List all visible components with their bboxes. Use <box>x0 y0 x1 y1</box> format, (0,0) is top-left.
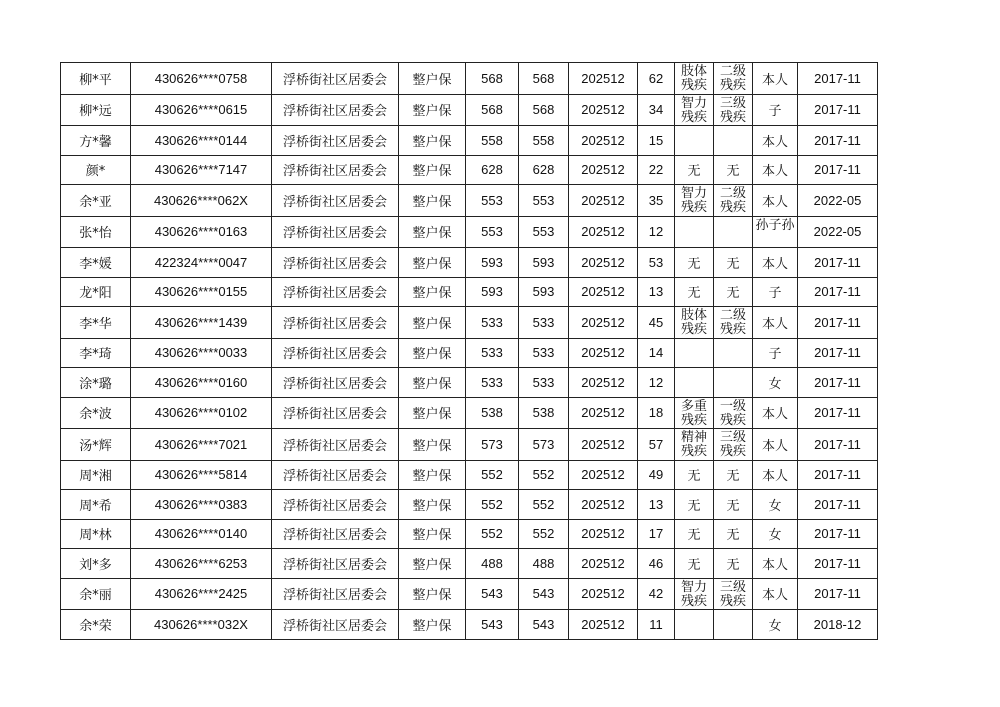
amount-cell: 552 <box>519 519 569 549</box>
cell-text-line: 残疾 <box>719 444 746 459</box>
assistance-type-cell: 整户保 <box>399 549 466 579</box>
period-cell: 202512 <box>569 578 638 610</box>
start-date-cell: 2017-11 <box>798 490 878 520</box>
table-row <box>61 94 878 126</box>
cell-text-line: 精神 <box>680 430 707 445</box>
cell-text-line: 肢体 <box>680 64 707 79</box>
age-cell: 12 <box>638 216 675 248</box>
id-number-cell: 430626****0383 <box>131 490 272 520</box>
amount-cell: 553 <box>466 216 519 248</box>
assistance-type-cell: 整户保 <box>399 578 466 610</box>
community-cell: 浮桥街社区居委会 <box>272 578 399 610</box>
start-date-cell: 2017-11 <box>798 368 878 398</box>
disability-level-cell <box>714 368 753 398</box>
cell-text-line: 肢体 <box>680 308 707 323</box>
table-row <box>61 549 878 579</box>
start-date-cell: 2017-11 <box>798 94 878 126</box>
cell-text-line: 无 <box>726 469 740 485</box>
assistance-type-cell: 整户保 <box>399 126 466 156</box>
cell-text-line: 残疾 <box>719 200 746 215</box>
community-cell: 浮桥街社区居委会 <box>272 216 399 248</box>
age-cell: 13 <box>638 490 675 520</box>
cell-text-line: 二级 <box>719 308 746 323</box>
cell-text-line: 无 <box>687 286 701 302</box>
amount-cell: 533 <box>466 338 519 368</box>
age-cell: 46 <box>638 549 675 579</box>
assistance-type-cell: 整户保 <box>399 63 466 95</box>
community-cell: 浮桥街社区居委会 <box>272 610 399 640</box>
disability-type-cell <box>675 63 714 95</box>
disability-level-cell <box>714 519 753 549</box>
cell-text-line: 二级 <box>719 64 746 79</box>
cell-text-line: 残疾 <box>680 78 707 93</box>
start-date-cell: 2017-11 <box>798 578 878 610</box>
cell-text-line: 残疾 <box>719 412 746 428</box>
person-name-cell: 余*波 <box>61 397 131 429</box>
community-cell: 浮桥街社区居委会 <box>272 307 399 339</box>
cell-text-line: 无 <box>687 164 701 180</box>
age-cell: 42 <box>638 578 675 610</box>
amount-cell: 558 <box>519 126 569 156</box>
start-date-cell: 2017-11 <box>798 63 878 95</box>
relation-cell: 本人 <box>753 307 798 339</box>
period-cell: 202512 <box>569 307 638 339</box>
amount-cell: 568 <box>466 63 519 95</box>
table-row <box>61 126 878 156</box>
period-cell: 202512 <box>569 277 638 307</box>
cell-text-line: 无 <box>726 286 740 302</box>
amount-cell: 538 <box>519 397 569 429</box>
start-date-cell: 2017-11 <box>798 549 878 579</box>
disability-type-cell <box>675 460 714 490</box>
disability-type-cell <box>675 549 714 579</box>
relation-cell: 本人 <box>753 460 798 490</box>
relation-cell: 子 <box>753 277 798 307</box>
disability-level-cell <box>714 460 753 490</box>
amount-cell: 553 <box>519 216 569 248</box>
community-cell: 浮桥街社区居委会 <box>272 248 399 278</box>
assistance-type-cell: 整户保 <box>399 155 466 185</box>
disability-type-cell <box>675 94 714 126</box>
id-number-cell: 430626****0758 <box>131 63 272 95</box>
cell-text-line: 残疾 <box>719 593 746 609</box>
disability-level-cell <box>714 248 753 278</box>
id-number-cell: 430626****0140 <box>131 519 272 549</box>
assistance-type-cell: 整户保 <box>399 519 466 549</box>
relation-cell: 本人 <box>753 185 798 217</box>
cell-text-line: 残疾 <box>680 412 707 428</box>
community-cell: 浮桥街社区居委会 <box>272 519 399 549</box>
cell-text-line: 残疾 <box>719 109 746 125</box>
disability-type-cell <box>675 277 714 307</box>
period-cell: 202512 <box>569 185 638 217</box>
start-date-cell: 2017-11 <box>798 126 878 156</box>
person-name-cell: 涂*璐 <box>61 368 131 398</box>
relation-cell: 本人 <box>753 429 798 461</box>
assistance-type-cell: 整户保 <box>399 397 466 429</box>
cell-text-line: 残疾 <box>680 444 707 459</box>
amount-cell: 628 <box>466 155 519 185</box>
amount-cell: 553 <box>519 185 569 217</box>
id-number-cell: 430626****5814 <box>131 460 272 490</box>
community-cell: 浮桥街社区居委会 <box>272 429 399 461</box>
amount-cell: 533 <box>466 307 519 339</box>
disability-type-cell <box>675 397 714 429</box>
amount-cell: 533 <box>519 307 569 339</box>
amount-cell: 488 <box>519 549 569 579</box>
age-cell: 53 <box>638 248 675 278</box>
person-name-cell: 柳*平 <box>61 63 131 95</box>
period-cell: 202512 <box>569 610 638 640</box>
cell-text-line: 多重 <box>680 398 707 414</box>
person-name-cell: 柳*远 <box>61 94 131 126</box>
person-name-cell: 余*荣 <box>61 610 131 640</box>
community-cell: 浮桥街社区居委会 <box>272 549 399 579</box>
id-number-cell: 430626****032X <box>131 610 272 640</box>
start-date-cell: 2017-11 <box>798 519 878 549</box>
table-row <box>61 338 878 368</box>
period-cell: 202512 <box>569 429 638 461</box>
person-name-cell: 周*湘 <box>61 460 131 490</box>
cell-text-line: 二级 <box>719 186 746 201</box>
cell-text-line: 残疾 <box>719 78 746 93</box>
community-cell: 浮桥街社区居委会 <box>272 460 399 490</box>
disability-level-cell <box>714 578 753 610</box>
community-cell: 浮桥街社区居委会 <box>272 63 399 95</box>
assistance-type-cell: 整户保 <box>399 490 466 520</box>
period-cell: 202512 <box>569 397 638 429</box>
start-date-cell: 2017-11 <box>798 155 878 185</box>
person-name-cell: 李*琦 <box>61 338 131 368</box>
table-row <box>61 368 878 398</box>
age-cell: 17 <box>638 519 675 549</box>
community-cell: 浮桥街社区居委会 <box>272 490 399 520</box>
age-cell: 49 <box>638 460 675 490</box>
id-number-cell: 430626****0033 <box>131 338 272 368</box>
age-cell: 18 <box>638 397 675 429</box>
cell-text-line: 残疾 <box>680 200 707 215</box>
disability-level-cell <box>714 307 753 339</box>
amount-cell: 593 <box>466 248 519 278</box>
cell-text-line: 三级 <box>719 579 746 595</box>
id-number-cell: 430626****0160 <box>131 368 272 398</box>
assistance-type-cell: 整户保 <box>399 307 466 339</box>
amount-cell: 538 <box>466 397 519 429</box>
community-cell: 浮桥街社区居委会 <box>272 338 399 368</box>
disability-type-cell <box>675 155 714 185</box>
period-cell: 202512 <box>569 94 638 126</box>
table-row <box>61 63 878 95</box>
assistance-type-cell: 整户保 <box>399 94 466 126</box>
assistance-type-cell: 整户保 <box>399 460 466 490</box>
age-cell: 35 <box>638 185 675 217</box>
cell-text-line: 无 <box>687 528 701 544</box>
disability-level-cell <box>714 490 753 520</box>
disability-type-cell <box>675 248 714 278</box>
relation-cell: 本人 <box>753 126 798 156</box>
person-name-cell: 李*媛 <box>61 248 131 278</box>
start-date-cell: 2017-11 <box>798 397 878 429</box>
person-name-cell: 余*亚 <box>61 185 131 217</box>
amount-cell: 552 <box>466 460 519 490</box>
disability-type-cell <box>675 490 714 520</box>
period-cell: 202512 <box>569 549 638 579</box>
disability-level-cell <box>714 429 753 461</box>
cell-text-line: 无 <box>687 557 701 573</box>
period-cell: 202512 <box>569 338 638 368</box>
disability-level-cell <box>714 549 753 579</box>
community-cell: 浮桥街社区居委会 <box>272 277 399 307</box>
start-date-cell: 2022-05 <box>798 185 878 217</box>
community-cell: 浮桥街社区居委会 <box>272 185 399 217</box>
cell-text-line: 无 <box>726 528 740 544</box>
amount-cell: 573 <box>466 429 519 461</box>
assistance-roster-table <box>60 62 878 640</box>
age-cell: 22 <box>638 155 675 185</box>
person-name-cell: 张*怡 <box>61 216 131 248</box>
disability-level-cell <box>714 155 753 185</box>
relation-cell: 本人 <box>753 155 798 185</box>
table-row <box>61 429 878 461</box>
cell-text-line: 无 <box>687 256 701 272</box>
person-name-cell: 余*丽 <box>61 578 131 610</box>
cell-text-line: 残疾 <box>680 593 707 609</box>
person-name-cell: 李*华 <box>61 307 131 339</box>
amount-cell: 593 <box>519 248 569 278</box>
disability-type-cell <box>675 429 714 461</box>
community-cell: 浮桥街社区居委会 <box>272 155 399 185</box>
amount-cell: 488 <box>466 549 519 579</box>
period-cell: 202512 <box>569 460 638 490</box>
relation-cell: 孙子孙 <box>753 216 798 248</box>
relation-cell: 本人 <box>753 397 798 429</box>
age-cell: 14 <box>638 338 675 368</box>
table-row <box>61 216 878 248</box>
person-name-cell: 龙*阳 <box>61 277 131 307</box>
start-date-cell: 2022-05 <box>798 216 878 248</box>
period-cell: 202512 <box>569 490 638 520</box>
period-cell: 202512 <box>569 216 638 248</box>
disability-type-cell <box>675 578 714 610</box>
cell-text-line: 残疾 <box>719 322 746 337</box>
amount-cell: 552 <box>466 519 519 549</box>
start-date-cell: 2017-11 <box>798 248 878 278</box>
table-row <box>61 578 878 610</box>
roster-body <box>61 63 878 640</box>
amount-cell: 568 <box>519 63 569 95</box>
start-date-cell: 2018-12 <box>798 610 878 640</box>
age-cell: 11 <box>638 610 675 640</box>
assistance-type-cell: 整户保 <box>399 216 466 248</box>
cell-text-line: 残疾 <box>680 109 707 125</box>
table-row <box>61 185 878 217</box>
id-number-cell: 430626****0155 <box>131 277 272 307</box>
id-number-cell: 430626****6253 <box>131 549 272 579</box>
age-cell: 15 <box>638 126 675 156</box>
age-cell: 45 <box>638 307 675 339</box>
disability-level-cell <box>714 185 753 217</box>
start-date-cell: 2017-11 <box>798 429 878 461</box>
age-cell: 12 <box>638 368 675 398</box>
disability-type-cell <box>675 307 714 339</box>
cell-text-line: 无 <box>726 557 740 573</box>
table-row <box>61 490 878 520</box>
relation-cell: 本人 <box>753 63 798 95</box>
disability-type-cell <box>675 519 714 549</box>
amount-cell: 573 <box>519 429 569 461</box>
table-row <box>61 248 878 278</box>
disability-level-cell <box>714 94 753 126</box>
community-cell: 浮桥街社区居委会 <box>272 126 399 156</box>
amount-cell: 628 <box>519 155 569 185</box>
relation-cell: 本人 <box>753 549 798 579</box>
cell-text-line: 三级 <box>719 95 746 111</box>
id-number-cell: 422324****0047 <box>131 248 272 278</box>
relation-cell: 子 <box>753 338 798 368</box>
age-cell: 57 <box>638 429 675 461</box>
table-row <box>61 277 878 307</box>
amount-cell: 543 <box>466 610 519 640</box>
disability-level-cell <box>714 277 753 307</box>
id-number-cell: 430626****0163 <box>131 216 272 248</box>
relation-cell: 女 <box>753 519 798 549</box>
person-name-cell: 颜* <box>61 155 131 185</box>
amount-cell: 543 <box>519 610 569 640</box>
community-cell: 浮桥街社区居委会 <box>272 397 399 429</box>
amount-cell: 568 <box>519 94 569 126</box>
disability-level-cell <box>714 63 753 95</box>
relation-cell: 本人 <box>753 578 798 610</box>
amount-cell: 533 <box>519 338 569 368</box>
table-row <box>61 460 878 490</box>
amount-cell: 543 <box>466 578 519 610</box>
amount-cell: 593 <box>466 277 519 307</box>
table-row <box>61 307 878 339</box>
relation-cell: 女 <box>753 368 798 398</box>
assistance-type-cell: 整户保 <box>399 248 466 278</box>
id-number-cell: 430626****7021 <box>131 429 272 461</box>
disability-type-cell <box>675 338 714 368</box>
assistance-type-cell: 整户保 <box>399 185 466 217</box>
cell-text-line: 无 <box>726 498 740 514</box>
amount-cell: 543 <box>519 578 569 610</box>
table-row <box>61 519 878 549</box>
cell-text-line: 三级 <box>719 430 746 445</box>
person-name-cell: 周*希 <box>61 490 131 520</box>
cell-text-line: 残疾 <box>680 322 707 337</box>
assistance-type-cell: 整户保 <box>399 429 466 461</box>
disability-level-cell <box>714 216 753 248</box>
period-cell: 202512 <box>569 248 638 278</box>
person-name-cell: 汤*辉 <box>61 429 131 461</box>
assistance-type-cell: 整户保 <box>399 368 466 398</box>
person-name-cell: 刘*多 <box>61 549 131 579</box>
amount-cell: 552 <box>519 460 569 490</box>
period-cell: 202512 <box>569 368 638 398</box>
cell-text-line: 智力 <box>680 579 707 595</box>
id-number-cell: 430626****0615 <box>131 94 272 126</box>
id-number-cell: 430626****1439 <box>131 307 272 339</box>
amount-cell: 533 <box>519 368 569 398</box>
assistance-type-cell: 整户保 <box>399 610 466 640</box>
id-number-cell: 430626****062X <box>131 185 272 217</box>
community-cell: 浮桥街社区居委会 <box>272 368 399 398</box>
id-number-cell: 430626****2425 <box>131 578 272 610</box>
start-date-cell: 2017-11 <box>798 277 878 307</box>
cell-text-line: 智力 <box>680 186 707 201</box>
disability-level-cell <box>714 610 753 640</box>
start-date-cell: 2017-11 <box>798 460 878 490</box>
assistance-type-cell: 整户保 <box>399 338 466 368</box>
amount-cell: 568 <box>466 94 519 126</box>
start-date-cell: 2017-11 <box>798 307 878 339</box>
cell-text-line: 无 <box>687 498 701 514</box>
cell-text-line: 无 <box>726 164 740 180</box>
age-cell: 34 <box>638 94 675 126</box>
relation-cell: 本人 <box>753 248 798 278</box>
id-number-cell: 430626****0102 <box>131 397 272 429</box>
cell-text-line: 无 <box>687 469 701 485</box>
disability-type-cell <box>675 610 714 640</box>
cell-text-line: 智力 <box>680 95 707 111</box>
age-cell: 62 <box>638 63 675 95</box>
disability-type-cell <box>675 126 714 156</box>
period-cell: 202512 <box>569 126 638 156</box>
disability-level-cell <box>714 397 753 429</box>
amount-cell: 558 <box>466 126 519 156</box>
relation-cell: 子 <box>753 94 798 126</box>
person-name-cell: 周*林 <box>61 519 131 549</box>
person-name-cell: 方*馨 <box>61 126 131 156</box>
cell-text-line: 一级 <box>719 398 746 414</box>
cell-text-line: 无 <box>726 256 740 272</box>
assistance-type-cell: 整户保 <box>399 277 466 307</box>
amount-cell: 553 <box>466 185 519 217</box>
id-number-cell: 430626****7147 <box>131 155 272 185</box>
amount-cell: 533 <box>466 368 519 398</box>
amount-cell: 552 <box>466 490 519 520</box>
table-row <box>61 610 878 640</box>
relation-cell: 女 <box>753 490 798 520</box>
disability-level-cell <box>714 338 753 368</box>
period-cell: 202512 <box>569 155 638 185</box>
amount-cell: 552 <box>519 490 569 520</box>
table-row <box>61 397 878 429</box>
age-cell: 13 <box>638 277 675 307</box>
disability-type-cell <box>675 216 714 248</box>
disability-type-cell <box>675 185 714 217</box>
community-cell: 浮桥街社区居委会 <box>272 94 399 126</box>
id-number-cell: 430626****0144 <box>131 126 272 156</box>
table-row <box>61 155 878 185</box>
disability-type-cell <box>675 368 714 398</box>
relation-cell: 女 <box>753 610 798 640</box>
period-cell: 202512 <box>569 519 638 549</box>
disability-level-cell <box>714 126 753 156</box>
start-date-cell: 2017-11 <box>798 338 878 368</box>
period-cell: 202512 <box>569 63 638 95</box>
amount-cell: 593 <box>519 277 569 307</box>
